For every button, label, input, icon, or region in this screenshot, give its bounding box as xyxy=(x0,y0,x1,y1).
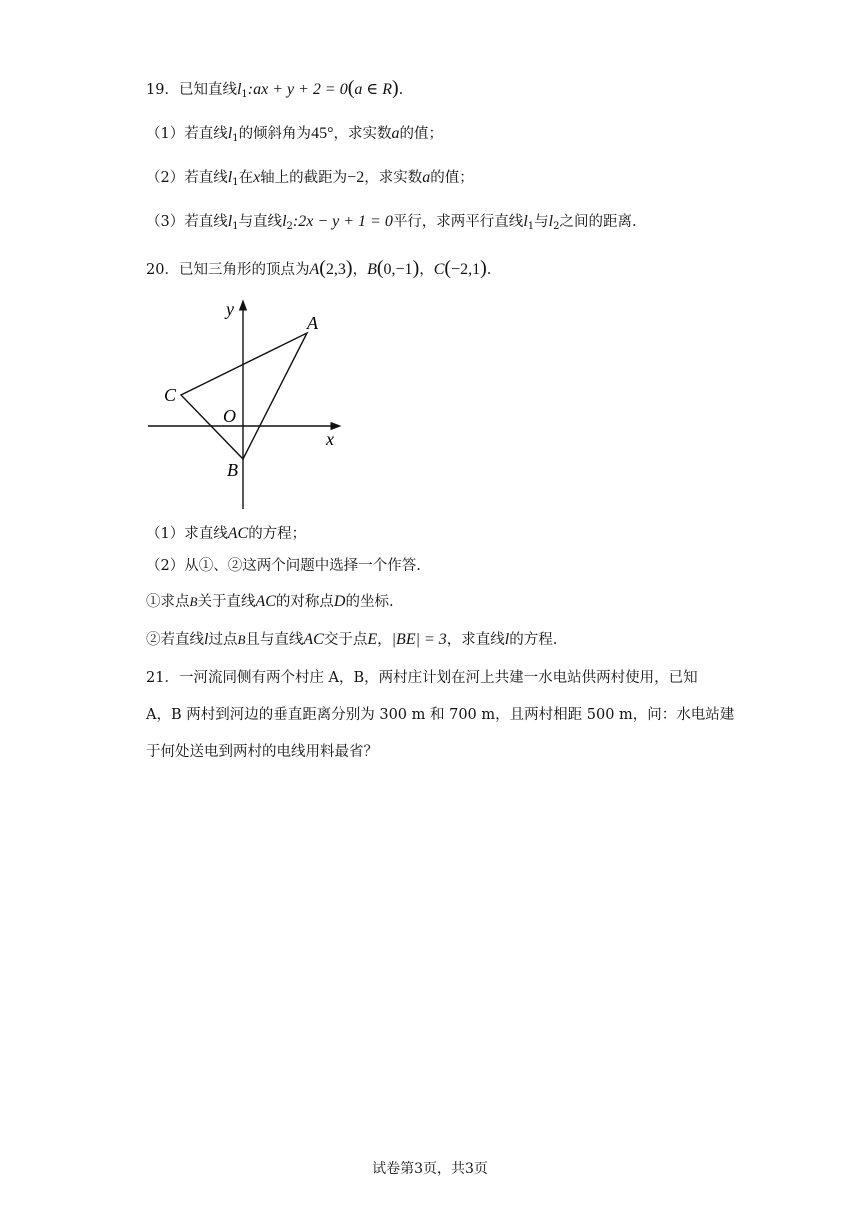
q19-stem: 19．已知直线$l_1:ax + y + 2 = 0(a$ ∈ R). xyxy=(146,77,404,100)
origin-label: O xyxy=(223,406,236,426)
triangle-abc xyxy=(181,333,307,459)
q20-option-1: ①求点B关于直线AC的对称点D的坐标. xyxy=(146,593,394,610)
vertex-b-label: B xyxy=(227,460,238,480)
q20-option-2: ②若直线l过点B且与直线AC交于点E，|BE| = 3，求直线l的方程. xyxy=(146,631,558,648)
x-axis-label: x xyxy=(326,429,334,449)
q20-part-2: （2）从①、②这两个问题中选择一个作答. xyxy=(146,558,421,574)
q20-stem: 20．已知三角形的顶点为A(2,3)，B(0,−1)，C(−2,1). xyxy=(146,257,492,279)
q21-line-1: 21．一河流同侧有两个村庄 A，B，两村庄计划在河上共建一水电站供两村使用，已知 xyxy=(146,670,698,686)
vertex-c-label: C xyxy=(164,385,177,405)
page-footer: 试卷第3页，共3页 xyxy=(372,1161,488,1177)
q20-number: 20． xyxy=(146,262,179,278)
q19-part-2: （2）若直线$l_1$在x轴上的截距为−2，求实数a的值； xyxy=(146,169,474,188)
q20-part-1: （1）求直线AC的方程； xyxy=(146,525,307,542)
y-axis-label: y xyxy=(226,299,234,319)
q21-line-3: 于何处送电到两村的电线用料最省？ xyxy=(146,744,378,760)
vertex-a-label: A xyxy=(307,313,318,333)
q19-part-3: （3）若直线$l_1$与直线$l_2:2x - y + 1 = 0$平行，求两平行直线$l_1$与$l_2$之间的距离. xyxy=(146,213,637,232)
q19-part-1: （1）若直线$l_1$的倾斜角为45°，求实数a的值； xyxy=(146,125,443,144)
q19-number: 19． xyxy=(146,82,179,98)
q21-line-2: A，B 两村到河边的垂直距离分别为 300 m 和 700 m，且两村相距 500 m，问：水电站建 xyxy=(146,707,735,723)
triangle-figure xyxy=(140,295,350,513)
